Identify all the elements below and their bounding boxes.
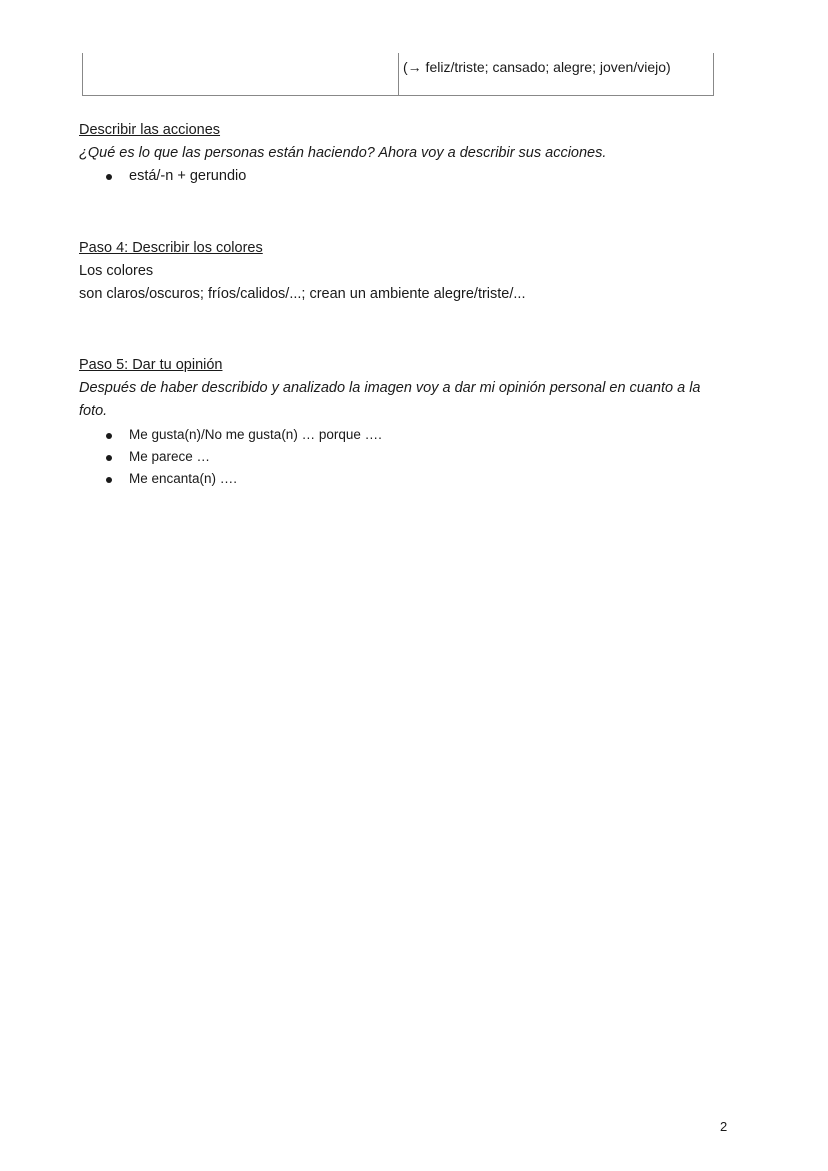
section-line: Los colores [79,263,154,279]
table-cell-divider [398,53,399,95]
page-number: 2 [720,1119,728,1134]
section-colores [79,237,749,306]
list-item: Me encanta(n) …. [79,468,749,490]
list-item: Me gusta(n)/No me gusta(n) … porque …. [79,424,749,446]
section-opinion [79,354,749,490]
section-line: son claros/oscuros; fríos/calidos/...; crean un ambiente alegre/triste/... [79,286,526,302]
section-acciones [79,119,749,188]
table-cell-text: (→ feliz/triste; cansado; alegre; joven/viejo) [403,59,671,75]
section-heading: Paso 5: Dar tu opinión [79,357,223,373]
list-item: Me parece … [79,446,749,468]
list-item: está/-n + gerundio [79,165,749,188]
table-fragment [82,53,714,96]
section-intro-continued: foto. [79,403,108,419]
section-heading: Paso 4: Describir los colores [79,240,263,256]
section-intro: Después de haber describido y analizado la imagen voy a dar mi opinión personal en cuanto a la [79,380,701,396]
section-intro: ¿Qué es lo que las personas están haciendo? Ahora voy a describir sus acciones. [79,145,607,161]
section-heading: Describir las acciones [79,122,221,138]
